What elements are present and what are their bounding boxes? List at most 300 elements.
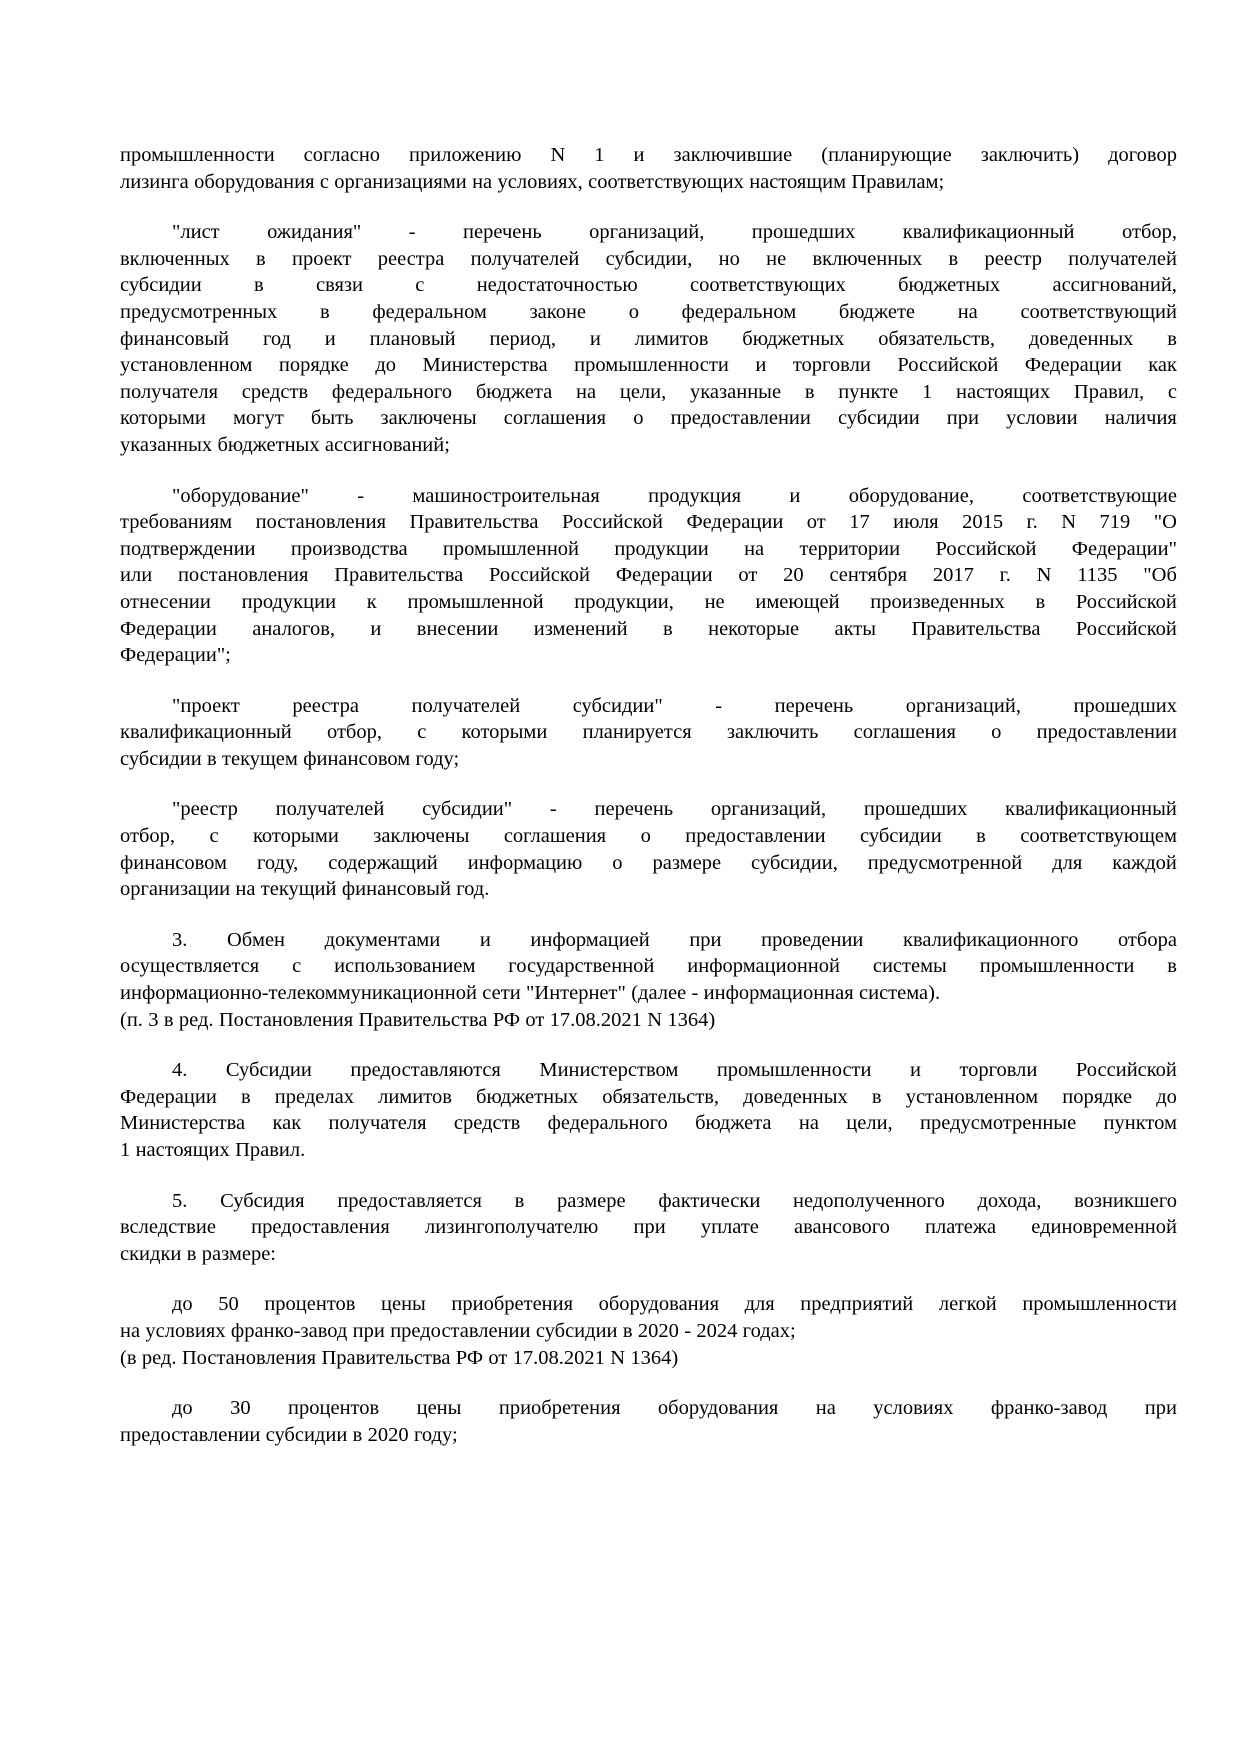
word: бюджете — [838, 300, 916, 323]
text-line — [120, 405, 1177, 432]
word: к — [366, 590, 377, 613]
text-line — [120, 1318, 1177, 1345]
word: (планирующие — [821, 144, 952, 166]
paragraph-do-50 — [120, 1291, 1177, 1371]
word: в — [948, 247, 959, 270]
text-line — [120, 876, 1177, 903]
text-line-content — [172, 483, 1177, 510]
text-line — [120, 169, 1177, 196]
word: Российской — [1075, 590, 1177, 613]
word: 1 — [921, 380, 933, 403]
word: с — [417, 721, 427, 744]
word: 4. — [172, 1059, 188, 1082]
word: промышленной — [407, 590, 544, 613]
word: субсидии — [265, 1423, 348, 1446]
paragraph-proekt-reestra — [120, 693, 1177, 773]
word: 1364) — [630, 1346, 679, 1369]
word: системы — [872, 955, 947, 978]
text-line — [120, 1395, 1177, 1422]
word: 3. — [172, 928, 188, 951]
word: осуществляется — [120, 955, 260, 978]
word: требованиям — [120, 511, 233, 534]
word: предоставлении — [670, 407, 811, 430]
word: предусмотренной — [867, 851, 1023, 874]
word: соответствующих — [588, 170, 744, 193]
text-line — [120, 796, 1177, 823]
word: быть — [310, 407, 354, 430]
word: лимитов — [634, 327, 709, 350]
paragraph-item-4 — [120, 1057, 1177, 1163]
word: информацию — [467, 851, 583, 874]
word: но — [718, 247, 740, 270]
word: квалификационный — [120, 721, 292, 744]
word: которыми — [461, 721, 548, 744]
word: постановления — [255, 511, 387, 534]
word: промышленности — [979, 955, 1135, 978]
text-line-content — [120, 746, 1177, 773]
word: - — [408, 221, 416, 244]
word: содержащий — [328, 851, 438, 874]
word: настоящих — [135, 1139, 230, 1161]
word: порядке — [278, 354, 349, 377]
word: настоящих — [956, 380, 1051, 403]
word: бюджетных — [217, 433, 320, 456]
text-line-content — [120, 589, 1177, 616]
word: и — [789, 484, 801, 507]
word: субсидии, — [751, 851, 838, 874]
word: и — [479, 928, 491, 951]
word: цели, — [846, 1112, 893, 1135]
text-line-content — [120, 1422, 1177, 1449]
word: годах; — [742, 1319, 796, 1342]
word: 17 — [849, 511, 870, 534]
word: бюджетных — [476, 1085, 579, 1108]
word: акты — [834, 617, 877, 640]
word: "О — [1153, 511, 1177, 534]
word: информационная — [703, 982, 854, 1005]
word: Федерации — [686, 511, 784, 534]
word: каждой — [1112, 851, 1177, 874]
word: при — [352, 1319, 385, 1342]
word: (далее — [631, 982, 687, 1005]
text-line-content — [120, 1137, 1177, 1164]
word: предоставления — [251, 1216, 390, 1239]
word: от — [525, 1008, 545, 1031]
word: "оборудование" — [172, 484, 309, 507]
text-line-content — [120, 326, 1177, 353]
word: производства — [290, 537, 408, 560]
word: некоторые — [708, 617, 800, 640]
text-line-content — [120, 432, 1177, 459]
word: аналогов, — [252, 617, 335, 640]
text-line-content — [120, 352, 1177, 379]
word: Российской — [1075, 1059, 1177, 1082]
word: процентов — [288, 1397, 380, 1420]
word: платежа — [925, 1216, 997, 1239]
text-line — [120, 432, 1177, 459]
text-line — [120, 1422, 1177, 1449]
text-line — [120, 509, 1177, 536]
word: РФ — [455, 1346, 484, 1369]
word: текущий — [260, 878, 337, 901]
word: году; — [413, 1423, 458, 1446]
text-line — [120, 953, 1177, 980]
word: субсидии — [860, 825, 942, 848]
word: предусмотренных — [120, 300, 278, 323]
word: N — [1061, 511, 1077, 534]
word: доведенных — [1028, 327, 1134, 350]
word: субсидии — [120, 274, 202, 297]
text-line — [120, 536, 1177, 563]
word: "Об — [1143, 564, 1177, 587]
word: организации — [120, 878, 231, 901]
paragraph-list-ozhidaniya — [120, 219, 1177, 458]
word: ассигнований; — [324, 433, 450, 456]
word: организаций, — [710, 798, 827, 821]
word: ред. — [178, 1008, 214, 1031]
word: недополученного — [793, 1189, 945, 1212]
word: промышленности — [120, 144, 275, 166]
word: 3 — [148, 1008, 159, 1031]
text-line-content — [172, 219, 1177, 246]
word: реестра — [377, 247, 445, 270]
word: - — [684, 1319, 692, 1342]
word: оборудование, — [848, 484, 974, 507]
word: и — [589, 327, 601, 350]
word: не — [704, 590, 725, 613]
word: машиностроительная — [412, 484, 600, 507]
word: промышленности — [1022, 1293, 1177, 1316]
text-line-content — [120, 876, 1177, 903]
word: документами — [324, 928, 441, 951]
word: о — [628, 300, 639, 323]
text-line — [120, 483, 1177, 510]
word: торговли — [792, 354, 871, 377]
word: субсидии" — [422, 798, 513, 821]
word: Федерации — [120, 1085, 217, 1108]
word: оборудования — [194, 170, 315, 193]
text-line-content — [120, 616, 1177, 643]
text-line-content — [172, 1395, 1177, 1422]
word: финансовом — [303, 747, 411, 770]
word: г. — [999, 564, 1011, 587]
word: Министерства — [120, 1112, 246, 1135]
word: до — [375, 354, 396, 377]
text-line-content — [120, 1318, 1177, 1345]
text-line — [120, 823, 1177, 850]
text-line — [120, 352, 1177, 379]
word: обязательств, — [602, 1085, 720, 1108]
word: Правил. — [235, 1139, 306, 1161]
word: Федерации — [120, 617, 217, 640]
word: авансового — [794, 1216, 890, 1239]
word: Федерации"; — [120, 644, 231, 667]
word: согласно — [303, 144, 381, 166]
word: заключившие — [673, 144, 793, 166]
word: и — [755, 354, 767, 377]
word: ред. — [141, 1346, 177, 1369]
word: с — [292, 955, 302, 978]
word: в — [1167, 955, 1177, 978]
word: федеральном — [372, 300, 487, 323]
word: в — [240, 1085, 251, 1108]
word: 1 — [120, 1139, 131, 1161]
word: в — [976, 825, 986, 848]
word: на — [798, 1112, 819, 1135]
word: субсидии — [120, 747, 202, 770]
word: до — [172, 1293, 193, 1316]
word: установленном — [905, 1085, 1039, 1108]
word: франко-завод — [230, 1319, 348, 1342]
word: субсидии — [535, 1319, 618, 1342]
word: и — [370, 617, 382, 640]
text-line-content — [120, 953, 1177, 980]
word: при — [1144, 1397, 1177, 1420]
word: постановления — [177, 564, 309, 587]
word: размере — [652, 851, 722, 874]
word: в — [871, 1085, 882, 1108]
word: уплате — [700, 1216, 759, 1239]
word: вследствие — [120, 1216, 216, 1239]
word: период, — [489, 327, 556, 350]
text-line — [120, 746, 1177, 773]
paragraph-reestr — [120, 796, 1177, 902]
word: соответствующих — [690, 274, 846, 297]
word: отбора — [1117, 928, 1177, 951]
word: указанные — [690, 380, 782, 403]
word: Правилам; — [851, 170, 945, 193]
word: скидки — [120, 1242, 182, 1265]
word: получателей — [1068, 247, 1177, 270]
word: финансовый — [341, 878, 451, 901]
word: "Интернет" — [526, 982, 626, 1005]
word: квалификационный — [1005, 798, 1177, 821]
word: в — [622, 1319, 633, 1342]
word: на — [815, 1397, 836, 1420]
word: заключены — [380, 407, 477, 430]
word: на — [472, 170, 493, 193]
word: проект — [292, 247, 352, 270]
word: Российской — [561, 511, 664, 534]
word: заключены — [373, 825, 470, 848]
text-line-content — [172, 1291, 1177, 1318]
word: пункте — [838, 380, 899, 403]
word: оборудования — [657, 1397, 779, 1420]
text-line-content — [120, 1110, 1177, 1137]
word: получателей — [470, 247, 580, 270]
word: на — [744, 537, 765, 560]
word: финансовом — [120, 851, 228, 874]
word: торговли — [959, 1059, 1038, 1082]
word: приобретения — [451, 1293, 574, 1316]
word: субсидии" — [572, 694, 663, 717]
word: квалификационного — [902, 928, 1079, 951]
text-line-content — [172, 1057, 1177, 1084]
paragraph-item-5 — [120, 1188, 1177, 1268]
word: Правительства — [321, 1346, 451, 1369]
word: Правительства — [358, 1008, 488, 1031]
word: условиях — [873, 1397, 954, 1420]
text-line — [120, 642, 1177, 669]
word: порядке — [1062, 1085, 1133, 1108]
word: Правительства — [409, 511, 539, 534]
word: 2017 — [932, 564, 974, 587]
text-line-content — [120, 562, 1177, 589]
word: предоставлении — [120, 1423, 261, 1446]
word: обязательств, — [878, 327, 996, 350]
word: предусмотренные — [920, 1112, 1077, 1135]
text-line — [120, 246, 1177, 273]
paragraph-oborudovanie — [120, 483, 1177, 669]
word: федерального — [547, 1112, 668, 1135]
text-line-content — [172, 927, 1177, 954]
word: N — [610, 1346, 626, 1369]
word: использованием — [334, 955, 476, 978]
word: в — [352, 1423, 363, 1446]
text-line-content — [120, 823, 1177, 850]
word: отбор, — [1122, 221, 1177, 244]
word: настоящим — [749, 170, 847, 193]
text-line — [120, 219, 1177, 246]
word: указанных — [120, 433, 213, 456]
word: с — [1167, 380, 1177, 403]
text-line-content — [120, 272, 1177, 299]
word: как — [1148, 354, 1177, 377]
word: 1364) — [667, 1008, 716, 1031]
text-line — [120, 927, 1177, 954]
word: организаций, — [589, 221, 705, 244]
word: о — [633, 407, 644, 430]
word: произведенных — [870, 590, 1005, 613]
word: для — [744, 1293, 775, 1316]
word: 30 — [230, 1397, 251, 1420]
word: франко-завод — [990, 1397, 1108, 1420]
word: на — [120, 1319, 141, 1342]
text-line-content — [172, 1188, 1177, 1215]
word: году; — [415, 747, 460, 770]
word: квалификационный — [902, 221, 1075, 244]
text-line — [120, 142, 1177, 169]
word: до — [1156, 1085, 1177, 1108]
text-line — [120, 326, 1177, 353]
word: законе — [529, 300, 587, 323]
word: средств — [241, 380, 309, 403]
word: сети — [482, 982, 521, 1005]
word: при — [689, 928, 722, 951]
word: "лист — [172, 221, 220, 244]
word: Министерства — [422, 354, 548, 377]
word: - — [549, 798, 557, 821]
word: которыми — [120, 407, 206, 430]
word: процентов — [264, 1293, 356, 1316]
word: информационной — [687, 955, 840, 978]
word: пунктом — [1103, 1112, 1177, 1135]
word: приобретения — [498, 1397, 621, 1420]
word: 2020 — [367, 1423, 409, 1446]
word: плановый — [369, 327, 456, 350]
word: отнесении — [120, 590, 211, 613]
word: от — [806, 511, 826, 534]
paragraph-continuation — [120, 142, 1177, 195]
text-line — [120, 980, 1177, 1007]
word: доведенных — [743, 1085, 848, 1108]
word: продукции — [241, 590, 337, 613]
word: планируется — [582, 721, 692, 744]
text-line-content — [120, 642, 1177, 669]
text-line-content — [120, 509, 1177, 536]
word: в — [207, 747, 217, 770]
word: заключить — [726, 721, 819, 744]
word: имеющей — [755, 590, 840, 613]
word: получателя — [120, 380, 219, 403]
word: "проект — [172, 694, 240, 717]
word: соответствующем — [1020, 825, 1177, 848]
word: о — [991, 721, 1002, 744]
word: 2024 — [696, 1319, 738, 1342]
text-line-content — [120, 850, 1177, 877]
word: г. — [1026, 511, 1038, 534]
word: с — [319, 170, 329, 193]
paragraph-do-30 — [120, 1395, 1177, 1448]
word: предоставляются — [350, 1059, 501, 1082]
word: субсидии, — [605, 247, 693, 270]
text-line-content — [120, 980, 1177, 1007]
word: средств — [453, 1112, 521, 1135]
text-line-content — [172, 796, 1177, 823]
text-line — [120, 562, 1177, 589]
word: пределах — [274, 1085, 354, 1108]
word: на — [235, 878, 256, 901]
word: 2015 — [962, 511, 1004, 534]
word: от — [738, 564, 758, 587]
word: заключить) — [980, 144, 1080, 166]
word: в — [186, 1242, 197, 1265]
word: 2020 — [637, 1319, 679, 1342]
word: промышленности — [716, 1059, 872, 1082]
word: федерального — [331, 380, 453, 403]
word: изменений — [533, 617, 628, 640]
text-line — [120, 379, 1177, 406]
word: отбор, — [120, 825, 175, 848]
word: система). — [859, 982, 941, 1005]
word: 17.08.2021 — [512, 1346, 605, 1369]
word: цены — [416, 1397, 462, 1420]
word: промышленной — [442, 537, 580, 560]
word: договор — [1108, 144, 1177, 166]
word: лимитов — [378, 1085, 452, 1108]
word: продукции, — [574, 590, 674, 613]
word: дохода, — [977, 1189, 1042, 1212]
word: перечень — [774, 694, 854, 717]
amendment-note-text — [120, 1345, 1177, 1372]
text-line — [120, 1110, 1177, 1137]
word: предоставляется — [337, 1189, 482, 1212]
word: в — [663, 617, 673, 640]
word: Правительства — [911, 617, 1041, 640]
word: промышленности — [574, 354, 729, 377]
word: о — [640, 825, 651, 848]
word: Правительства — [334, 564, 464, 587]
word: бюджета — [475, 380, 553, 403]
word: финансовый — [120, 327, 230, 350]
word: связи — [315, 274, 363, 297]
text-line — [120, 719, 1177, 746]
word: Министерством — [539, 1059, 679, 1082]
word: недостаточностью — [476, 274, 638, 297]
word: 50 — [218, 1293, 239, 1316]
word: и — [909, 1059, 921, 1082]
word: лизингополучателю — [425, 1216, 599, 1239]
